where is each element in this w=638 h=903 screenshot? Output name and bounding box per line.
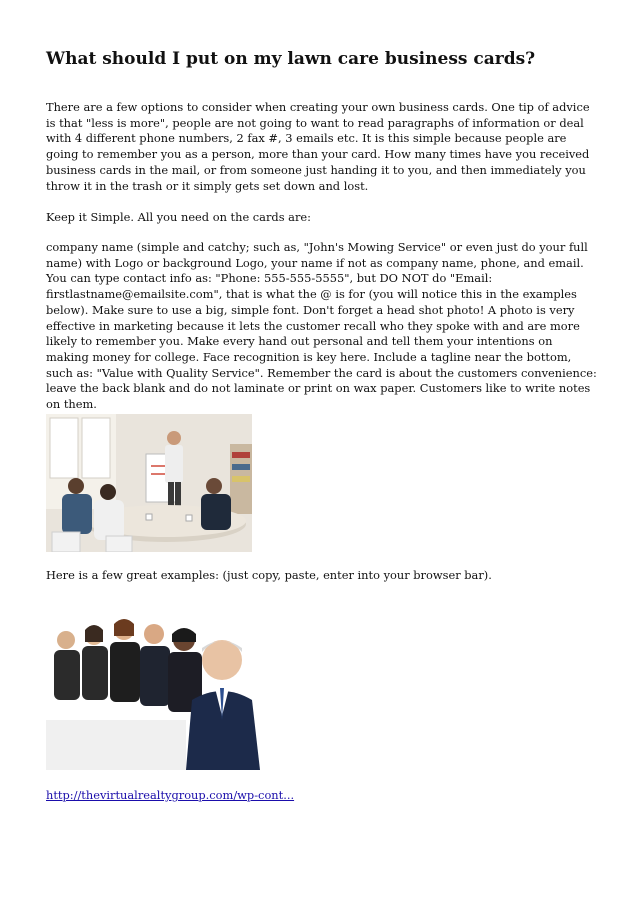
article-title: What should I put on my lawn care business cards?: [46, 49, 536, 69]
paragraph-card-contents: company name (simple and catchy; such as, "John's Mowing Service" or even just do your full name) with Logo or background Logo, your name if not as company name, phone, and email. You can type contact info as: "Phone: 555-555-5555", but DO NOT do "Email: firstlastname@emailsite.com", that is what the @ is for (you will notice this in the examples below). Make sure to use a big, simple font. Don't forget a head shot photo! A photo is very effective in marketing because it lets the customer recall who they spoke with and are more likely to remember you. Make every hand out personal and tell them your intentions on making money for college. Face recognition is key here. Include a tagline near the bottom, such as: "Value with Quality Service". Remember the card is about the customers convenience: leave the back blank and do not laminate or print on wax paper. Customers like to write notes on them.: [46, 240, 597, 412]
source-link[interactable]: http://thevirtualrealtygroup.com/wp-cont...: [46, 788, 295, 802]
paragraph-keep-simple: Keep it Simple. All you need on the cards are:: [46, 210, 311, 224]
team-photo: [46, 600, 272, 770]
meeting-illustration: [46, 414, 252, 552]
meeting-photo: [46, 414, 252, 552]
team-illustration: [46, 600, 272, 770]
paragraph-intro: There are a few options to consider when creating your own business cards. One tip of advice is that "less is more", people are not going to want to read paragraphs of information or deal with 4 different phone numbers, 2 fax #, 3 emails etc. It is this simple because people are going to remember you as a person, more than your card. How many times have you received business cards in the mail, or from someone just handing it to you, and then immediately you throw it in the trash or it simply gets set down and lost.: [46, 100, 590, 193]
paragraph-examples: Here is a few great examples: (just copy, paste, enter into your browser bar).: [46, 568, 492, 582]
